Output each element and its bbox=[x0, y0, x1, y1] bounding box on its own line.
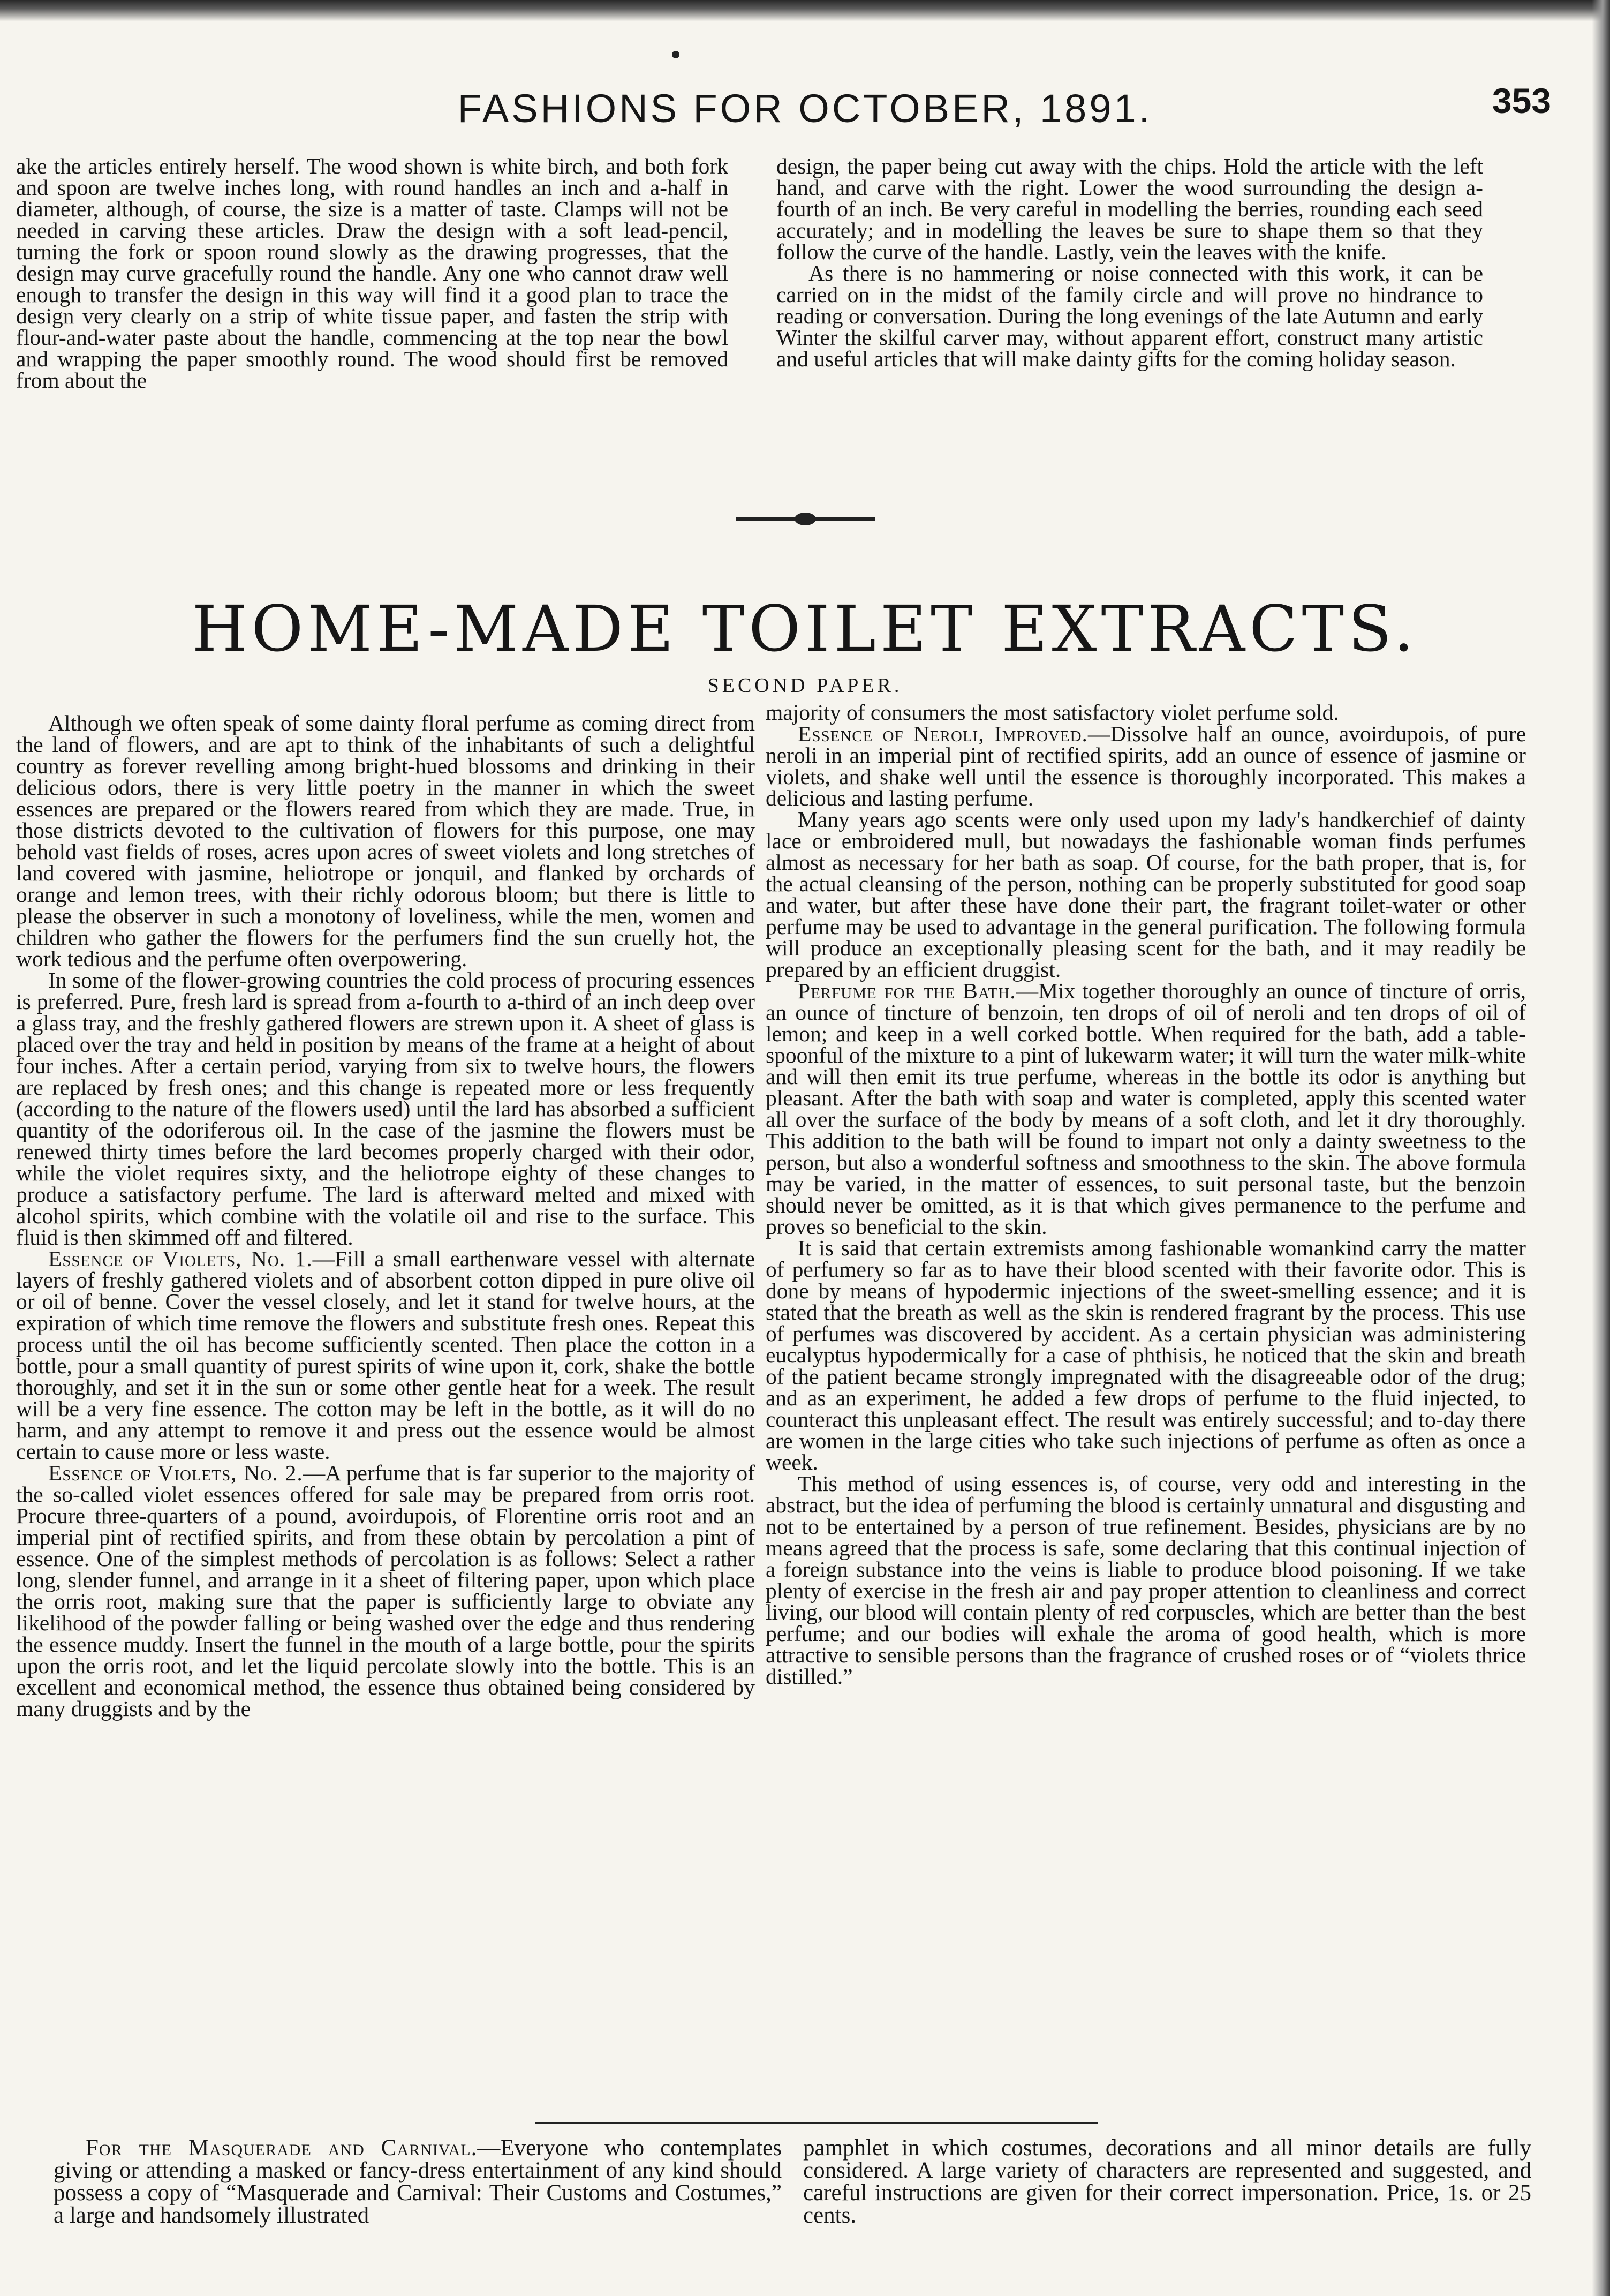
paragraph bbox=[766, 980, 1526, 1237]
notice-heading: For the Masquerade and Carnival. bbox=[86, 2135, 478, 2161]
paragraph: In some of the flower-growing countries the cold process of procuring essences is preferred. Pure, fresh lard is spread from a-fourth to a-third of an inch deep over a glass tray, and the freshly gathered flowers are strewn upon it. A sheet of glass is placed over the tray and held in position by means of the frame at a height of about four inches. After a certain period, varying from six to twelve hours, the flowers are replaced by fresh ones; and this change is repeated more or less frequently (according to the nature of the flowers used) until the lard has absorbed a sufficient quantity of the odoriferous oil. In the case of the jasmine the flowers must be renewed thirty times before the lard becomes properly charged with their odor, while the violet requires sixty, and the heliotrope eighty of these changes to produce a satisfactory perfume. The lard is afterward melted and mixed with alcohol spirits, which combine with the volatile oil and rise to the surface. This fluid is then skimmed off and filtered. bbox=[16, 968, 755, 1249]
paragraph bbox=[54, 2137, 782, 2227]
article-subtitle: SECOND PAPER. bbox=[707, 674, 903, 697]
page-header bbox=[0, 80, 1610, 145]
running-head: FASHIONS FOR OCTOBER, 1891. bbox=[457, 86, 1153, 131]
page-number: 353 bbox=[1492, 81, 1551, 121]
paragraph: It is said that certain extremists among fashionable womankind carry the matter of perfumery so far as to have their blood scented with their favorite odor. This is done by means of hypodermic injections of the sweet-smelling essence; and it is stated that the breath as well as the skin is rendered fragrant by the process. This use of perfumes was discovered by accident. As a certain physician was administering eucalyptus hypodermically for a case of phthisis, he noticed that the skin and breath of the patient became strongly impregnated with the disagreeable odor of the drug; and as an experiment, he added a few drops of perfume to the fluid injected, to counteract this unpleasant effect. The result was entirely successful; and to-day there are women in the large cities who take such injections of perfume as often as once a week. bbox=[766, 1236, 1526, 1474]
recipe-text: —Fill a small earthenware vessel with alternate layers of freshly gathered violets and of absorbent cotton dipped in pure olive oil or oil of benne. Cover the vessel closely, and let it stand for twelve hours, at the expiration of which time remove the flowers and substitute fresh ones. Repeat this process until the oil has become sufficiently scented. Then place the cotton in a bottle, pour a small quantity of purest spirits of wine upon it, cork, shake the bottle thoroughly, and set it in the sun or some other gentle heat for a week. The result will be a very fine essence. The cotton may be left in the bottle, as it will do no harm, and any attempt to remove it and press out the essence would be almost certain to cause more or less waste. bbox=[16, 1246, 755, 1464]
continued-article-right-column bbox=[776, 155, 1483, 370]
page-right-edge bbox=[1592, 0, 1610, 2296]
paragraph: Although we often speak of some dainty floral perfume as coming direct from the land of flowers, and are apt to think of the inhabitants of such a delightful country as forever revelling among bright-hued blossoms and drinking in their delicious odors, there is very little poetry in the manner in which the sweet essences are prepared or the flowers reared from which they are made. True, in those districts devoted to the cultivation of flowers for this purpose, one may behold vast fields of roses, acres upon acres of sweet violets and long stretches of land covered with jasmine, heliotrope or jonquil, and flanked by orchards of orange and lemon trees, with their richly odorous bloom; but there is little to please the observer in such a monotony of loveliness, while the men, women and children who gather the flowers for the perfumers find the sun cruelly hot, the work tedious and the perfume often overpowering. bbox=[16, 711, 755, 971]
notice-text: —Everyone who contemplates giving or attending a masked or fancy-dress entertainment of any kind should possess a copy of “Masquerade and Carnival: Their Customs and Costumes,” a large and handsomely illustrated bbox=[54, 2135, 782, 2228]
continued-article-left-column bbox=[16, 155, 728, 391]
recipe-heading: Essence of Neroli, Improved. bbox=[798, 721, 1088, 746]
article-right-column bbox=[766, 702, 1526, 1687]
paragraph bbox=[16, 1462, 755, 1719]
recipe-heading: Essence of Violets, No. 1. bbox=[48, 1246, 313, 1271]
paragraph: As there is no hammering or noise connected with this work, it can be carried on in the midst of the family circle and will prove no hindrance to reading or conversation. During the long evenings of the late Autumn and early Winter the skilful carver may, without apparent effort, construct many artistic and useful articles that will make dainty gifts for the coming holiday season. bbox=[776, 261, 1483, 371]
paragraph: majority of consumers the most satisfactory violet perfume sold. bbox=[766, 700, 1339, 725]
print-mark bbox=[672, 51, 679, 58]
article-left-column bbox=[16, 712, 755, 1719]
recipe-text: —Mix together thoroughly an ounce of tincture of orris, an ounce of tincture of benzoin, ten drops of oil of neroli and ten drops of oil of lemon; and keep in a well corked bottle. When required for the bath, add a table-spoonful of the mixture to a pint of lukewarm water; it will turn the water milk-white and will then emit its true perfume, whereas in the bottle its odor is anything but pleasant. After the bath with soap and water is completed, apply this scented water all over the surface of the body by means of a soft cloth, and let it dry thoroughly. This addition to the bath will be found to impart not only a dainty sweetness to the person, but also a wonderful softness and smoothness to the skin. The above formula may be varied, in the matter of essences, to suit personal taste, but the benzoin should never be omitted, as it is that which gives permanence to the perfume and proves so beneficial to the skin. bbox=[766, 978, 1526, 1239]
paragraph: This method of using essences is, of course, very odd and interesting in the abstract, but the idea of perfuming the blood is certainly unnatural and disgusting and not to be entertained by a person of true refinement. Besides, physicians are by no means agreed that the process is safe, some declaring that this continual injection of a foreign substance into the veins is liable to produce blood poisoning. If we take plenty of exercise in the fresh air and pay proper attention to cleanliness and correct living, our blood will contain plenty of red corpuscles, which are better than the best perfume; and our bodies will exhale the aroma of good health, which is more attractive to sensible persons than the fragrance of crushed roses or of “violets thrice distilled.” bbox=[766, 1471, 1526, 1689]
paragraph bbox=[766, 723, 1526, 809]
recipe-heading: Perfume for the Bath. bbox=[798, 978, 1016, 1003]
paragraph bbox=[16, 1248, 755, 1462]
notice-right-column bbox=[803, 2137, 1531, 2227]
page-top-edge bbox=[0, 0, 1610, 21]
paragraph: pamphlet in which costumes, decorations and all minor details are fully considered. A large variety of characters are represented and suggested, and careful instructions are given for their correct impersonation. Price, 1s. or 25 cents. bbox=[803, 2135, 1531, 2228]
paragraph: ake the articles entirely herself. The wood shown is white birch, and both fork and spoon are twelve inches long, with round handles an inch and a-half in diameter, although, of course, the size is a matter of taste. Clamps will not be needed in carving these articles. Draw the design with a soft lead-pencil, turning the fork or spoon round slowly as the drawing progresses, that the design may curve gracefully round the handle. Any one who cannot draw well enough to transfer the design in this way will find it a good plan to trace the design very clearly on a strip of white tissue paper, and fasten the strip with flour-and-water paste about the handle, commencing at the top near the bowl and wrapping the paper smoothly round. The wood should first be removed from about the bbox=[16, 154, 728, 393]
recipe-text: —Dissolve half an ounce, avoirdupois, of pure neroli in an imperial pint of rectified spirits, add an ounce of essence of jasmine or violets, and shake well until the essence is thoroughly incorporated. This makes a delicious and lasting perfume. bbox=[766, 721, 1526, 810]
recipe-text: —A perfume that is far superior to the majority of the so-called violet essences offered for sale may be prepared from orris root. Procure three-quarters of a pound, avoirdupois, of Florentine orris root and an imperial pint of rectified spirits, and from these obtain by percolation a pint of essence. One of the simplest methods of percolation is as follows: Select a rather long, slender funnel, and arrange in it a sheet of filtering paper, upon which place the orris root, making sure that the paper is sufficiently large to obviate any likelihood of the powder falling or being washed over the edge and thus rendering the essence muddy. Insert the funnel in the mouth of a large bottle, pour the spirits upon the orris root, and let the liquid percolate slowly into the bottle. This is an excellent and economical method, the essence thus obtained being considered by many druggists and by the bbox=[16, 1461, 755, 1721]
article-title: HOME-MADE TOILET EXTRACTS. bbox=[192, 592, 1418, 666]
paragraph: Many years ago scents were only used upon my lady's handkerchief of dainty lace or embroidered mull, but nowadays the fashionable woman finds perfumes almost as necessary for her bath as soap. Of course, for the bath proper, that is, for the actual cleansing of the person, nothing can be properly substituted for good soap and water, but after these have done their part, the fragrant toilet-water or other perfume may be used to advantage in the general purification. The following formula will produce an exceptionally pleasing scent for the bath, and it may readily be prepared by an efficient druggist. bbox=[766, 807, 1526, 982]
notice-divider-rule bbox=[535, 2122, 1098, 2124]
paragraph: design, the paper being cut away with the chips. Hold the article with the left hand, and carve with the right. Lower the wood surrounding the design a-fourth of an inch. Be very careful in modelling the berries, rounding each seed accurately; and in modelling the leaves be sure to shape them so that they follow the curve of the handle. Lastly, vein the leaves with the knife. bbox=[776, 154, 1483, 264]
notice-left-column bbox=[54, 2137, 782, 2227]
section-divider-ornament bbox=[0, 514, 1610, 536]
recipe-heading: Essence of Violets, No. 2. bbox=[48, 1461, 303, 1485]
